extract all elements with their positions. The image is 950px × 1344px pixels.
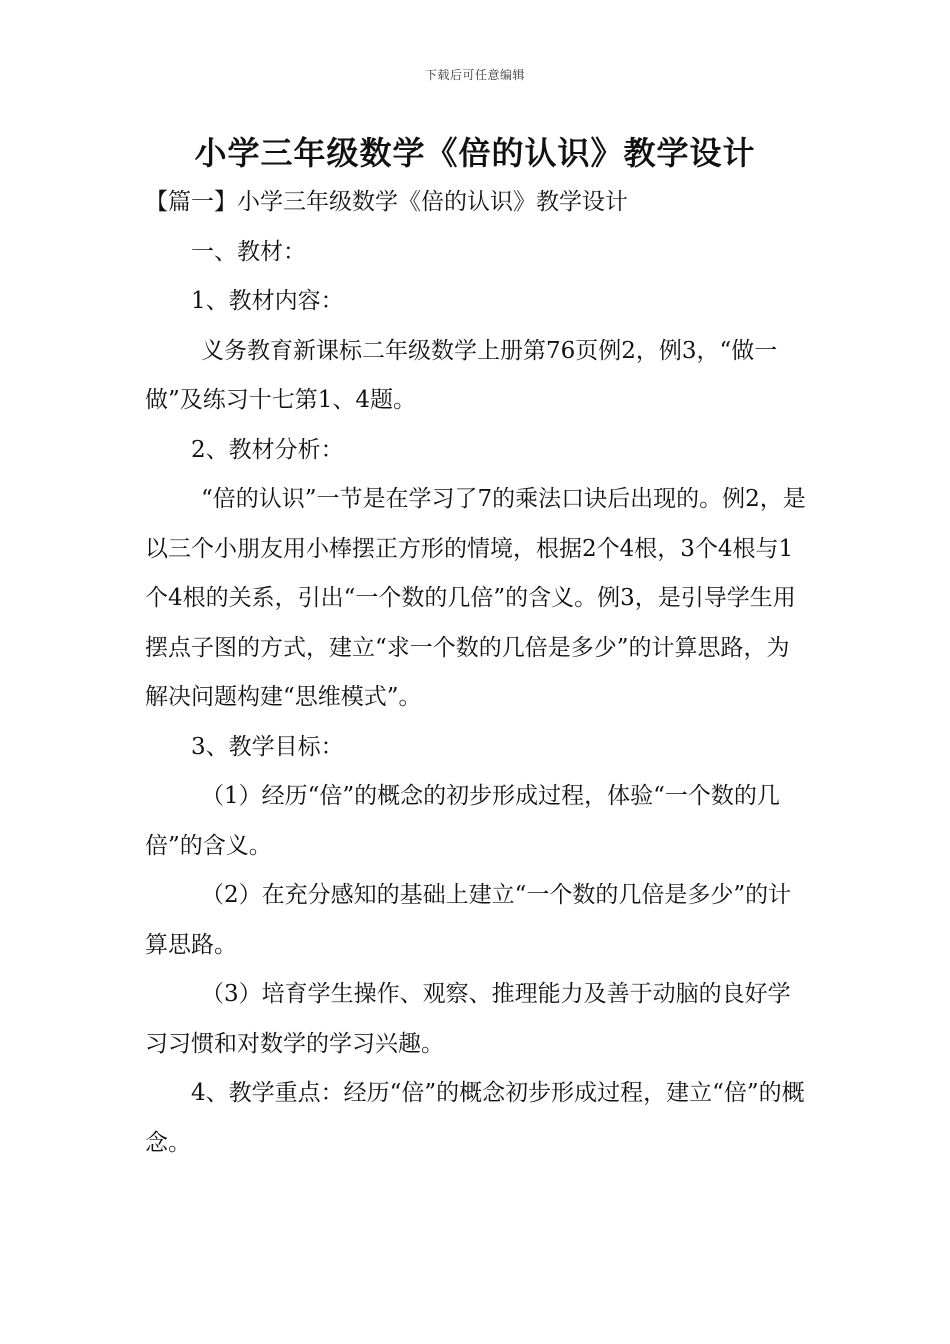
paragraph: （1）经历“倍”的概念的初步形成过程，体验“一个数的几倍”的含义。 — [145, 783, 780, 859]
document-title: 小学三年级数学《倍的认识》教学设计 — [194, 134, 756, 172]
paragraph: 一、教材： — [191, 238, 306, 265]
document-body — [145, 178, 810, 1168]
paragraph: “倍的认识”一节是在学习了7的乘法口诀后出现的。例2，是以三个小朋友用小棒摆正方形的情境，根据2个4根，3个4根与1个4根的关系，引出“一个数的几倍”的含义。例3，是引导学生用摆点子图的方式，建立“求一个数的几倍是多少”的计算思路，为解决问题构建“思维模式”。 — [145, 486, 806, 710]
section-heading: 【篇一】小学三年级数学《倍的认识》教学设计 — [145, 189, 628, 215]
paragraph: （3）培育学生操作、观察、推理能力及善于动脑的良好学习习惯和对数学的学习兴趣。 — [145, 981, 791, 1057]
paragraph: 2、教材分析： — [191, 436, 344, 463]
paragraph: 4、教学重点：经历“倍”的概念初步形成过程，建立“倍”的概念。 — [145, 1080, 805, 1156]
paragraph: 1、教材内容： — [191, 288, 344, 314]
paragraph: 义务教育新课标二年级数学上册第76页例2，例3，“做一做”及练习十七第1、4题。 — [145, 337, 778, 413]
header-note: 下载后可任意编辑 — [424, 68, 525, 82]
paragraph: （2）在充分感知的基础上建立“一个数的几倍是多少”的计算思路。 — [145, 882, 792, 958]
paragraph: 3、教学目标： — [191, 733, 344, 760]
